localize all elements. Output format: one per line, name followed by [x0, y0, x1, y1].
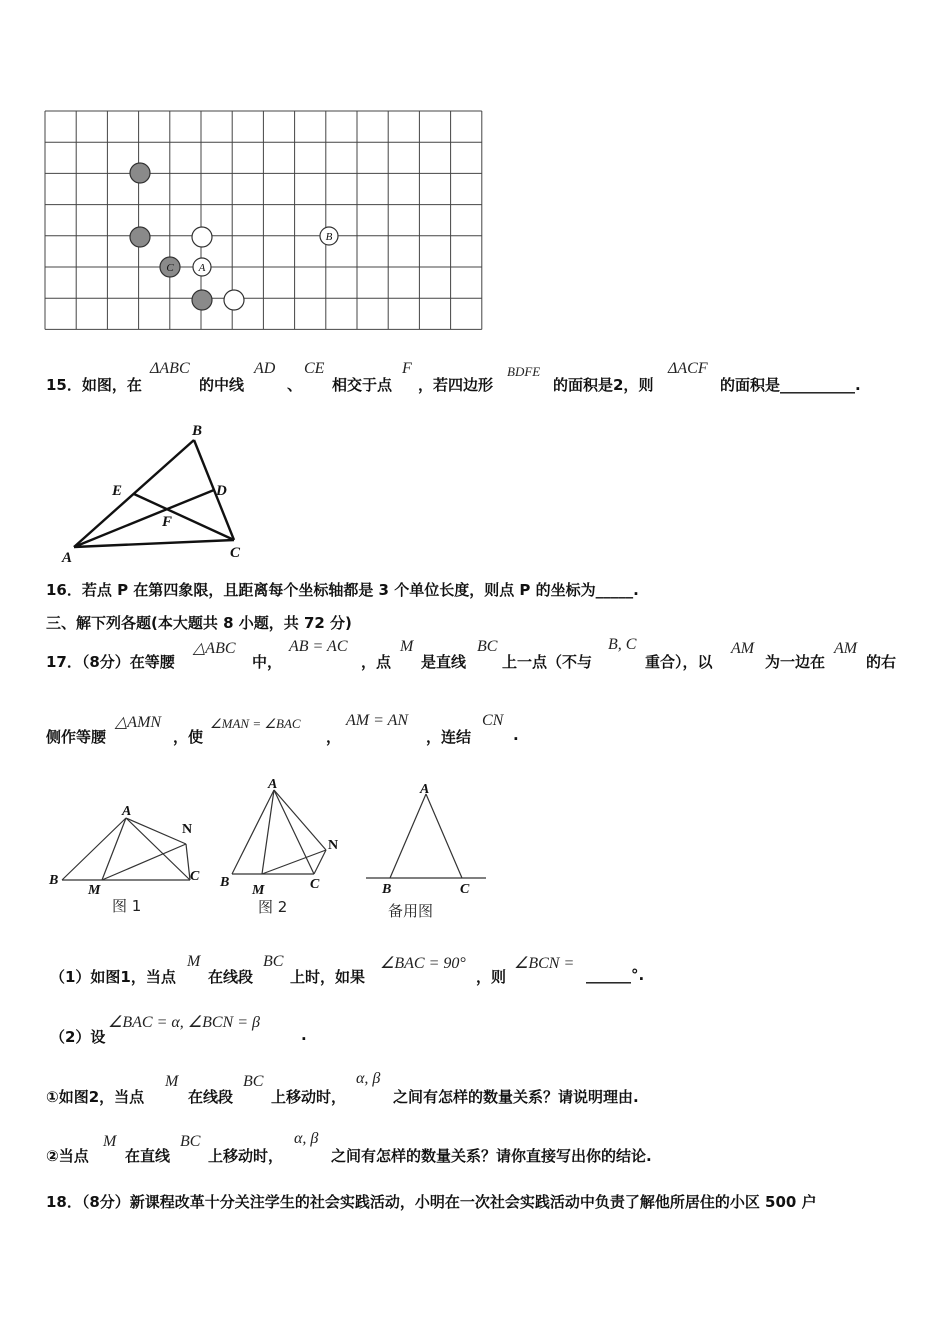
fig2-caption: 图 2	[258, 898, 288, 916]
question-18: 18．（8分）新课程改革十分关注学生的社会实践活动，小明在一次社会实践活动中负责了解他所居住的小区 500 户	[46, 1193, 817, 1211]
c2-text-2: 上移动时，	[208, 1147, 284, 1165]
c1-prefix: ①如图2，当点	[46, 1088, 145, 1106]
q15-triangle-acf: ΔACF	[668, 360, 708, 377]
q15-text-1: 的中线	[199, 376, 245, 394]
side-ab	[74, 440, 194, 547]
fig3-label-b: B	[382, 882, 392, 897]
go-board-figure	[44, 110, 486, 334]
q15-prefix: 15．如图，在	[46, 376, 142, 394]
p2-expression: ∠BAC = α, ∠BCN = β	[108, 1014, 260, 1031]
p2-end: .	[301, 1026, 307, 1044]
q17-text-3: 是直线	[421, 653, 467, 671]
c2-prefix: ②当点	[46, 1147, 89, 1165]
q15-text-2: 相交于点	[332, 376, 393, 394]
q17-l2-text-3: ，连结	[426, 728, 472, 746]
q17-segment-am: AM	[731, 640, 755, 657]
fig2-label-b: B	[220, 875, 230, 890]
q17-segment-am-2: AM	[834, 640, 858, 657]
stone-label: C	[166, 262, 174, 274]
label-a: A	[62, 550, 73, 566]
p1-segment-bc: BC	[263, 953, 284, 970]
q17-figure-1	[44, 798, 214, 918]
c2-text-1: 在直线	[125, 1147, 171, 1165]
label-d: D	[216, 483, 227, 499]
c1-text-2: 上移动时，	[271, 1088, 347, 1106]
q17-text-1: 中，	[252, 653, 283, 671]
fig3-caption: 备用图	[388, 902, 434, 920]
c2-line-bc: BC	[180, 1133, 201, 1150]
fig1-label-c: C	[190, 869, 200, 884]
q15-triangle-abc: ΔABC	[150, 360, 190, 377]
p1-angle-bac: ∠BAC = 90°	[380, 955, 466, 972]
q15-quad-bdfe: BDFE	[507, 364, 541, 379]
fig2-label-n: N	[328, 838, 339, 853]
q17-prefix: 17．（8分）在等腰	[46, 653, 175, 671]
p1-point-m: M	[187, 953, 201, 970]
q17-l2-text-1: ，使	[173, 728, 204, 746]
q17-spare-figure	[366, 778, 490, 926]
q17-l2-text-2: ，	[326, 728, 342, 746]
fig2-label-a: A	[268, 777, 278, 792]
q17-point-m: M	[400, 638, 414, 655]
q17-points-bc: B, C	[608, 636, 637, 653]
q15-point-f: F	[402, 360, 412, 377]
fig1-caption: 图 1	[112, 897, 142, 915]
fig2-label-m: M	[252, 883, 265, 898]
q17-ab-eq-ac: AB = AC	[289, 638, 348, 655]
q15-text-4: 的面积是2，则	[553, 376, 654, 394]
label-b: B	[192, 423, 203, 439]
fig1-label-a: A	[122, 804, 132, 819]
fig1-label-n: N	[182, 822, 193, 837]
c1-point-m: M	[165, 1073, 179, 1090]
gray-stone	[130, 227, 150, 247]
c1-text-3: 之间有怎样的数量关系？请说明理由.	[393, 1088, 639, 1106]
q17-segment-cn: CN	[482, 712, 504, 729]
q17-line-bc: BC	[477, 638, 498, 655]
board-stones	[130, 163, 338, 310]
p1-text-3: ，则	[476, 968, 507, 986]
side-ac	[74, 540, 234, 547]
white-stone	[224, 290, 244, 310]
c1-segment-bc: BC	[243, 1073, 264, 1090]
q17-text-4: 上一点（不与	[502, 653, 593, 671]
q17-text-2: ，点	[361, 653, 392, 671]
p1-text-2: 上时，如果	[290, 968, 366, 986]
fig1-label-b: B	[49, 873, 59, 888]
q15-median-ad: AD	[254, 360, 276, 377]
c2-text-3: 之间有怎样的数量关系？请你直接写出你的结论.	[331, 1147, 652, 1165]
q17-text-6: 为一边在	[765, 653, 826, 671]
q17-text-5: 重合），以	[645, 653, 713, 671]
c2-alpha-beta: α, β	[294, 1130, 319, 1147]
q17-l2-text-4: .	[513, 726, 519, 744]
fig3-label-c: C	[460, 882, 470, 897]
q17-am-eq-an: AM = AN	[346, 712, 409, 729]
p2-prefix: （2）设	[50, 1028, 106, 1046]
q15-text-3: ，若四边形	[418, 376, 494, 394]
gray-stone	[192, 290, 212, 310]
label-e: E	[112, 483, 123, 499]
p1-answer-blank: ______°.	[586, 966, 645, 984]
fig2-label-c: C	[310, 877, 320, 892]
q17-angle-equality: ∠MAN = ∠BAC	[210, 716, 301, 731]
board-grid	[45, 111, 482, 329]
gray-stone	[130, 163, 150, 183]
q17-figure-2	[214, 776, 354, 922]
q15-median-ce: CE	[304, 360, 325, 377]
q15-triangle-figure	[56, 418, 256, 568]
stone-label: A	[198, 262, 206, 274]
q17-triangle-abc: △ABC	[193, 640, 236, 657]
fig1-label-m: M	[88, 883, 101, 898]
c1-text-1: 在线段	[188, 1088, 234, 1106]
q17-text-7: 的右	[866, 653, 897, 671]
p1-text-1: 在线段	[208, 968, 254, 986]
q17-triangle-amn: △AMN	[115, 714, 162, 731]
q15-separator: 、	[287, 376, 303, 394]
c2-point-m: M	[103, 1133, 117, 1150]
p1-angle-bcn: ∠BCN =	[514, 955, 575, 972]
c1-alpha-beta: α, β	[356, 1070, 381, 1087]
white-stone	[192, 227, 212, 247]
p1-prefix: （1）如图1，当点	[50, 968, 176, 986]
stone-label: B	[325, 231, 333, 243]
q17-l2-prefix: 侧作等腰	[46, 728, 107, 746]
question-16: 16．若点 P 在第四象限，且距离每个坐标轴都是 3 个单位长度，则点 P 的坐标为_____.	[46, 581, 639, 599]
fig3-label-a: A	[420, 782, 430, 797]
label-c: C	[230, 545, 241, 561]
section-3-title: 三、解下列各题(本大题共 8 小题，共 72 分)	[46, 614, 352, 632]
q15-text-5: 的面积是__________.	[720, 376, 861, 394]
label-f: F	[162, 514, 173, 530]
